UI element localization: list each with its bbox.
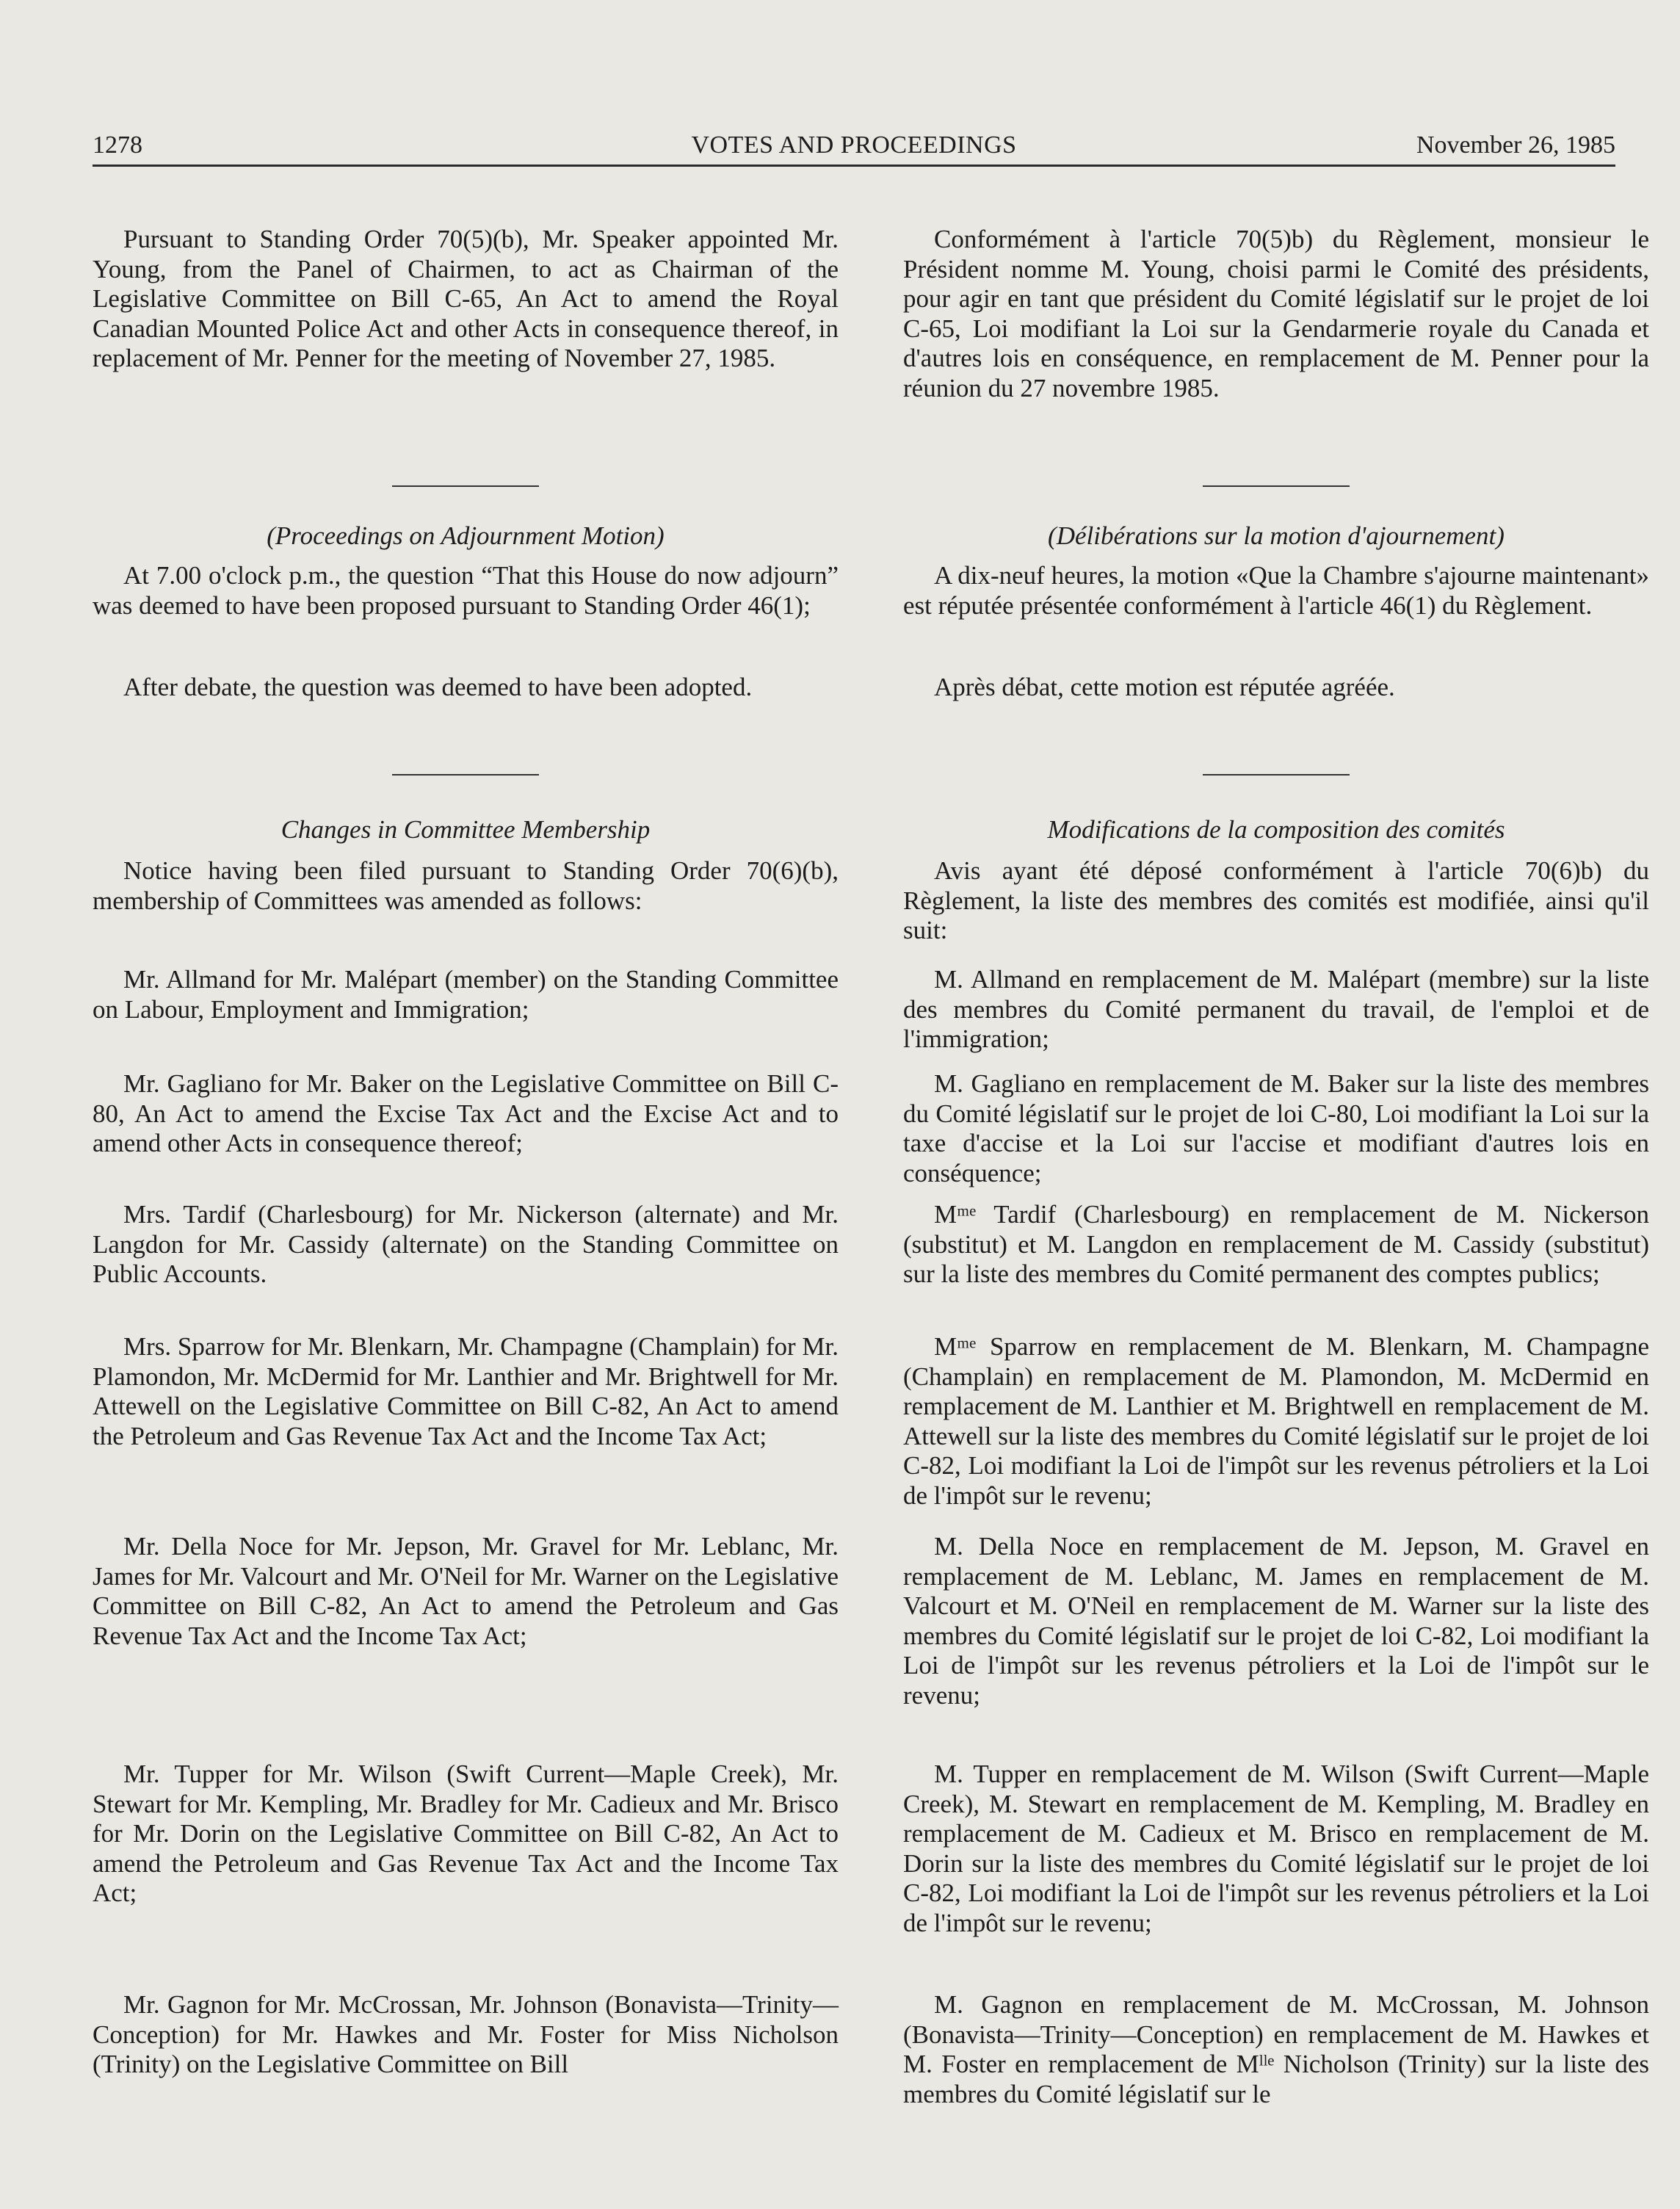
paragraph-notice-filed: Notice having been filed pursuant to Standing Order 70(6)(b), membership of Committees was amended as follows: bbox=[93, 856, 839, 915]
paragraph-membership-change: Mr. Della Noce for Mr. Jepson, Mr. Gravel for Mr. Leblanc, Mr. James for Mr. Valcourt and Mr. O'Neil for Mr. Warner on the Legislative Committee on Bill C-82, An Act to amend the Petroleum and Gas Revenue Tax Act and the Income Tax Act; bbox=[93, 1532, 839, 1650]
paragraph-adjournment-question: At 7.00 o'clock p.m., the question “That this House do now adjourn” was deemed to have been proposed pursuant to Standing Order 46(1); bbox=[93, 561, 839, 620]
paragraph-membership-change: M. Allmand en remplacement de M. Malépart (membre) sur la liste des membres du Comité permanent du travail, de l'emploi et de l'immigration; bbox=[903, 965, 1649, 1053]
section-divider bbox=[1203, 774, 1350, 776]
section-divider bbox=[392, 485, 539, 487]
page-date: November 26, 1985 bbox=[1416, 131, 1615, 159]
paragraph-membership-change: Mr. Gagnon for Mr. McCrossan, Mr. Johnson (Bonavista—Trinity—Conception) for Mr. Hawkes and Mr. Foster for Miss Nicholson (Trinity) on the Legislative Committee on Bill bbox=[93, 1990, 839, 2078]
paragraph-membership-change: Mr. Gagliano for Mr. Baker on the Legislative Committee on Bill C-80, An Act to amend the Excise Tax Act and the Excise Act and to amend other Acts in consequence thereof; bbox=[93, 1069, 839, 1157]
paragraph-speaker-appointment: Conformément à l'article 70(5)b) du Règlement, monsieur le Président nomme M. Young, choisi parmi le Comité des présidents, pour agir en tant que président du Comité législatif sur le projet de loi C-65, Loi modifiant la Loi sur la Gendarmerie royale du Canada et d'autres lois en conséquence, en remplacement de M. Penner pour la réunion du 27 novembre 1985. bbox=[903, 225, 1649, 402]
section-divider bbox=[392, 774, 539, 776]
paragraph-membership-change: Mrs. Tardif (Charlesbourg) for Mr. Nickerson (alternate) and Mr. Langdon for Mr. Cassidy (alternate) on the Standing Committee on Public Accounts. bbox=[93, 1200, 839, 1288]
paragraph-speaker-appointment: Pursuant to Standing Order 70(5)(b), Mr. Speaker appointed Mr. Young, from the Panel of Chairmen, to act as Chairman of the Legislative Committee on Bill C-65, An Act to amend the Royal Canadian Mounted Police Act and other Acts in consequence thereof, in replacement of Mr. Penner for the meeting of November 27, 1985. bbox=[93, 225, 839, 372]
section-heading-adjournment: (Délibérations sur la motion d'ajournement) bbox=[1048, 521, 1505, 550]
paragraph-membership-change: M. Tupper en remplacement de M. Wilson (Swift Current—Maple Creek), M. Stewart en remplacement de M. Kempling, M. Bradley en remplacement de M. Cadieux et M. Brisco en remplacement de M. Dorin sur la liste des membres du Comité législatif sur le projet de loi C-82, Loi modifiant la Loi de l'impôt sur les revenus pétroliers et la Loi de l'impôt sur le revenu; bbox=[903, 1760, 1649, 1937]
paragraph-adjournment-adopted: Après débat, cette motion est réputée agréée. bbox=[934, 673, 1395, 701]
paragraph-membership-change: M. Gagliano en remplacement de M. Baker sur la liste des membres du Comité législatif sur le projet de loi C-80, Loi modifiant la Loi sur la taxe d'accise et la Loi sur l'accise et modifiant d'autres lois en conséquence; bbox=[903, 1069, 1649, 1187]
paragraph-notice-filed: Avis ayant été déposé conformément à l'article 70(6)b) du Règlement, la liste des membres des comités est modifiée, ainsi qu'il suit: bbox=[903, 856, 1649, 944]
section-heading-committee-changes: Changes in Committee Membership bbox=[280, 815, 651, 844]
paragraph-membership-change: Mr. Tupper for Mr. Wilson (Swift Current—Maple Creek), Mr. Stewart for Mr. Kempling, Mr. Bradley for Mr. Cadieux and Mr. Brisco for Mr. Dorin on the Legislative Committee on Bill C-82, An Act to amend the Petroleum and Gas Revenue Tax Act and the Income Tax Act; bbox=[93, 1760, 839, 1907]
paragraph-membership-change: Mᵐᵉ Sparrow en remplacement de M. Blenkarn, M. Champagne (Champlain) en remplacement de M. Plamondon, M. McDermid en remplacement de M. Lanthier et M. Brightwell en remplacement de M. Attewell sur la liste des membres du Comité législatif sur le projet de loi C-82, Loi modifiant la Loi de l'impôt sur les revenus pétroliers et la Loi de l'impôt sur le revenu; bbox=[903, 1332, 1649, 1510]
paragraph-adjournment-adopted: After debate, the question was deemed to have been adopted. bbox=[123, 673, 753, 701]
paragraph-membership-change: M. Della Noce en remplacement de M. Jepson, M. Gravel en remplacement de M. Leblanc, M. James en remplacement de M. Valcourt et M. O'Neil en remplacement de M. Warner sur la liste des membres du Comité législatif sur le projet de loi C-82, Loi modifiant la Loi de l'impôt sur les revenus pétroliers et la Loi de l'impôt sur le revenu; bbox=[903, 1532, 1649, 1710]
paragraph-adjournment-question: A dix-neuf heures, la motion «Que la Chambre s'ajourne maintenant» est réputée présentée conformément à l'article 46(1) du Règlement. bbox=[903, 561, 1649, 620]
paragraph-membership-change: Mrs. Sparrow for Mr. Blenkarn, Mr. Champagne (Champlain) for Mr. Plamondon, Mr. McDermid for Mr. Lanthier and Mr. Brightwell for Mr. Attewell on the Legislative Committee on Bill C-82, An Act to amend the Petroleum and Gas Revenue Tax Act and the Income Tax Act; bbox=[93, 1332, 839, 1450]
paragraph-membership-change: Mᵐᵉ Tardif (Charlesbourg) en remplacement de M. Nickerson (substitut) et M. Langdon en remplacement de M. Cassidy (substitut) sur la liste des membres du Comité permanent des comptes publics; bbox=[903, 1200, 1649, 1288]
section-divider bbox=[1203, 485, 1350, 487]
section-heading-committee-changes: Modifications de la composition des comités bbox=[1047, 815, 1505, 844]
page-header bbox=[93, 129, 1615, 167]
section-heading-adjournment: (Proceedings on Adjournment Motion) bbox=[267, 521, 665, 550]
paragraph-membership-change: Mr. Allmand for Mr. Malépart (member) on the Standing Committee on Labour, Employment and Immigration; bbox=[93, 965, 839, 1024]
paragraph-membership-change: M. Gagnon en remplacement de M. McCrossan, M. Johnson (Bonavista—Trinity—Conception) en remplacement de M. Hawkes et M. Foster en remplacement de Mˡˡᵉ Nicholson (Trinity) sur la liste des membres du Comité législatif sur le bbox=[903, 1990, 1649, 2108]
page-number: 1278 bbox=[93, 131, 142, 159]
running-title: VOTES AND PROCEEDINGS bbox=[691, 131, 1017, 159]
